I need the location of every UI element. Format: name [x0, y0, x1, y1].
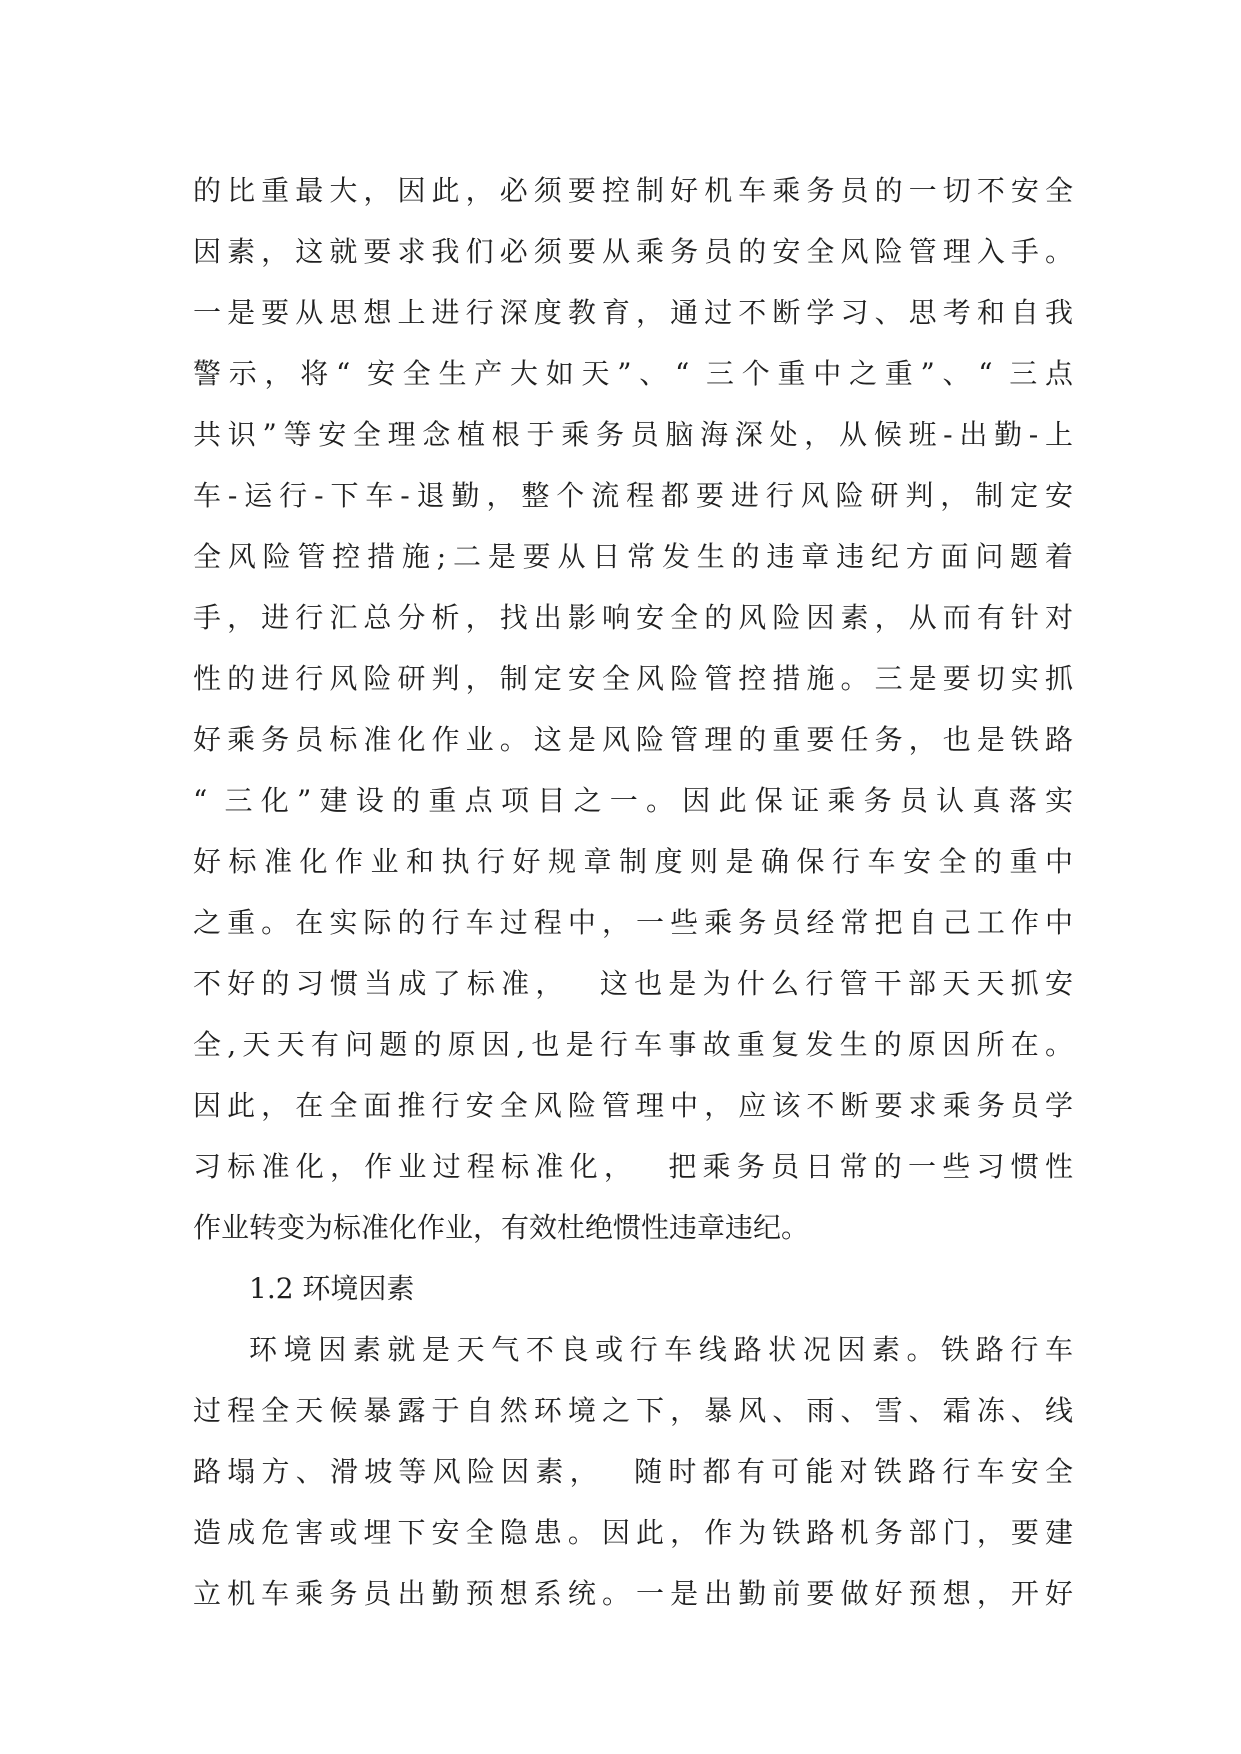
paragraph-end-line: 作业转变为标准化作业，有效杜绝惯性违章违纪。: [193, 1211, 810, 1244]
text-line: 因此，在全面推行安全风险管理中，应该不断要求乘务员学: [193, 1089, 1073, 1122]
text-line: 手，进行汇总分析，找出影响安全的风险因素，从而有针对: [193, 601, 1073, 634]
text-line: “ 三化”建设的重点项目之一。因此保证乘务员认真落实: [193, 784, 1073, 817]
text-line: 立机车乘务员出勤预想系统。一是出勤前要做好预想，开好: [193, 1577, 1073, 1610]
text-line: 共识”等安全理念植根于乘务员脑海深处，从候班-出勤-上: [193, 418, 1073, 451]
text-line: 路塌方、滑坡等风险因素， 随时都有可能对铁路行车安全: [193, 1455, 1073, 1488]
text-line: 好乘务员标准化作业。这是风险管理的重要任务，也是铁路: [193, 723, 1073, 756]
text-line: 之重。在实际的行车过程中，一些乘务员经常把自己工作中: [193, 906, 1073, 939]
text-line: 全风险管控措施;二是要从日常发生的违章违纪方面问题着: [193, 540, 1073, 573]
text-line: 警示，将“ 安全生产大如天”、“ 三个重中之重”、“ 三点: [193, 357, 1073, 390]
section-heading: 1.2 环境因素: [249, 1272, 415, 1305]
text-line: 好标准化作业和执行好规章制度则是确保行车安全的重中: [193, 845, 1073, 878]
text-line: 造成危害或埋下安全隐患。因此，作为铁路机务部门，要建: [193, 1516, 1073, 1549]
text-line: 因素，这就要求我们必须要从乘务员的安全风险管理入手。: [193, 235, 1073, 268]
text-line: 不好的习惯当成了标准， 这也是为什么行管干部天天抓安: [193, 967, 1073, 1000]
paragraph-start-line: 环境因素就是天气不良或行车线路状况因素。铁路行车: [249, 1333, 1073, 1366]
text-line: 的比重最大，因此，必须要控制好机车乘务员的一切不安全: [193, 174, 1073, 207]
body-text: [193, 160, 1073, 1624]
text-line: 性的进行风险研判，制定安全风险管控措施。三是要切实抓: [193, 662, 1073, 695]
text-line: 习标准化，作业过程标准化， 把乘务员日常的一些习惯性: [193, 1150, 1073, 1183]
text-line: 车-运行-下车-退勤，整个流程都要进行风险研判，制定安: [193, 479, 1073, 512]
text-line: 过程全天候暴露于自然环境之下，暴风、雨、雪、霜冻、线: [193, 1394, 1073, 1427]
text-line: 一是要从思想上进行深度教育，通过不断学习、思考和自我: [193, 296, 1073, 329]
text-line: 全,天天有问题的原因,也是行车事故重复发生的原因所在。: [193, 1028, 1073, 1061]
